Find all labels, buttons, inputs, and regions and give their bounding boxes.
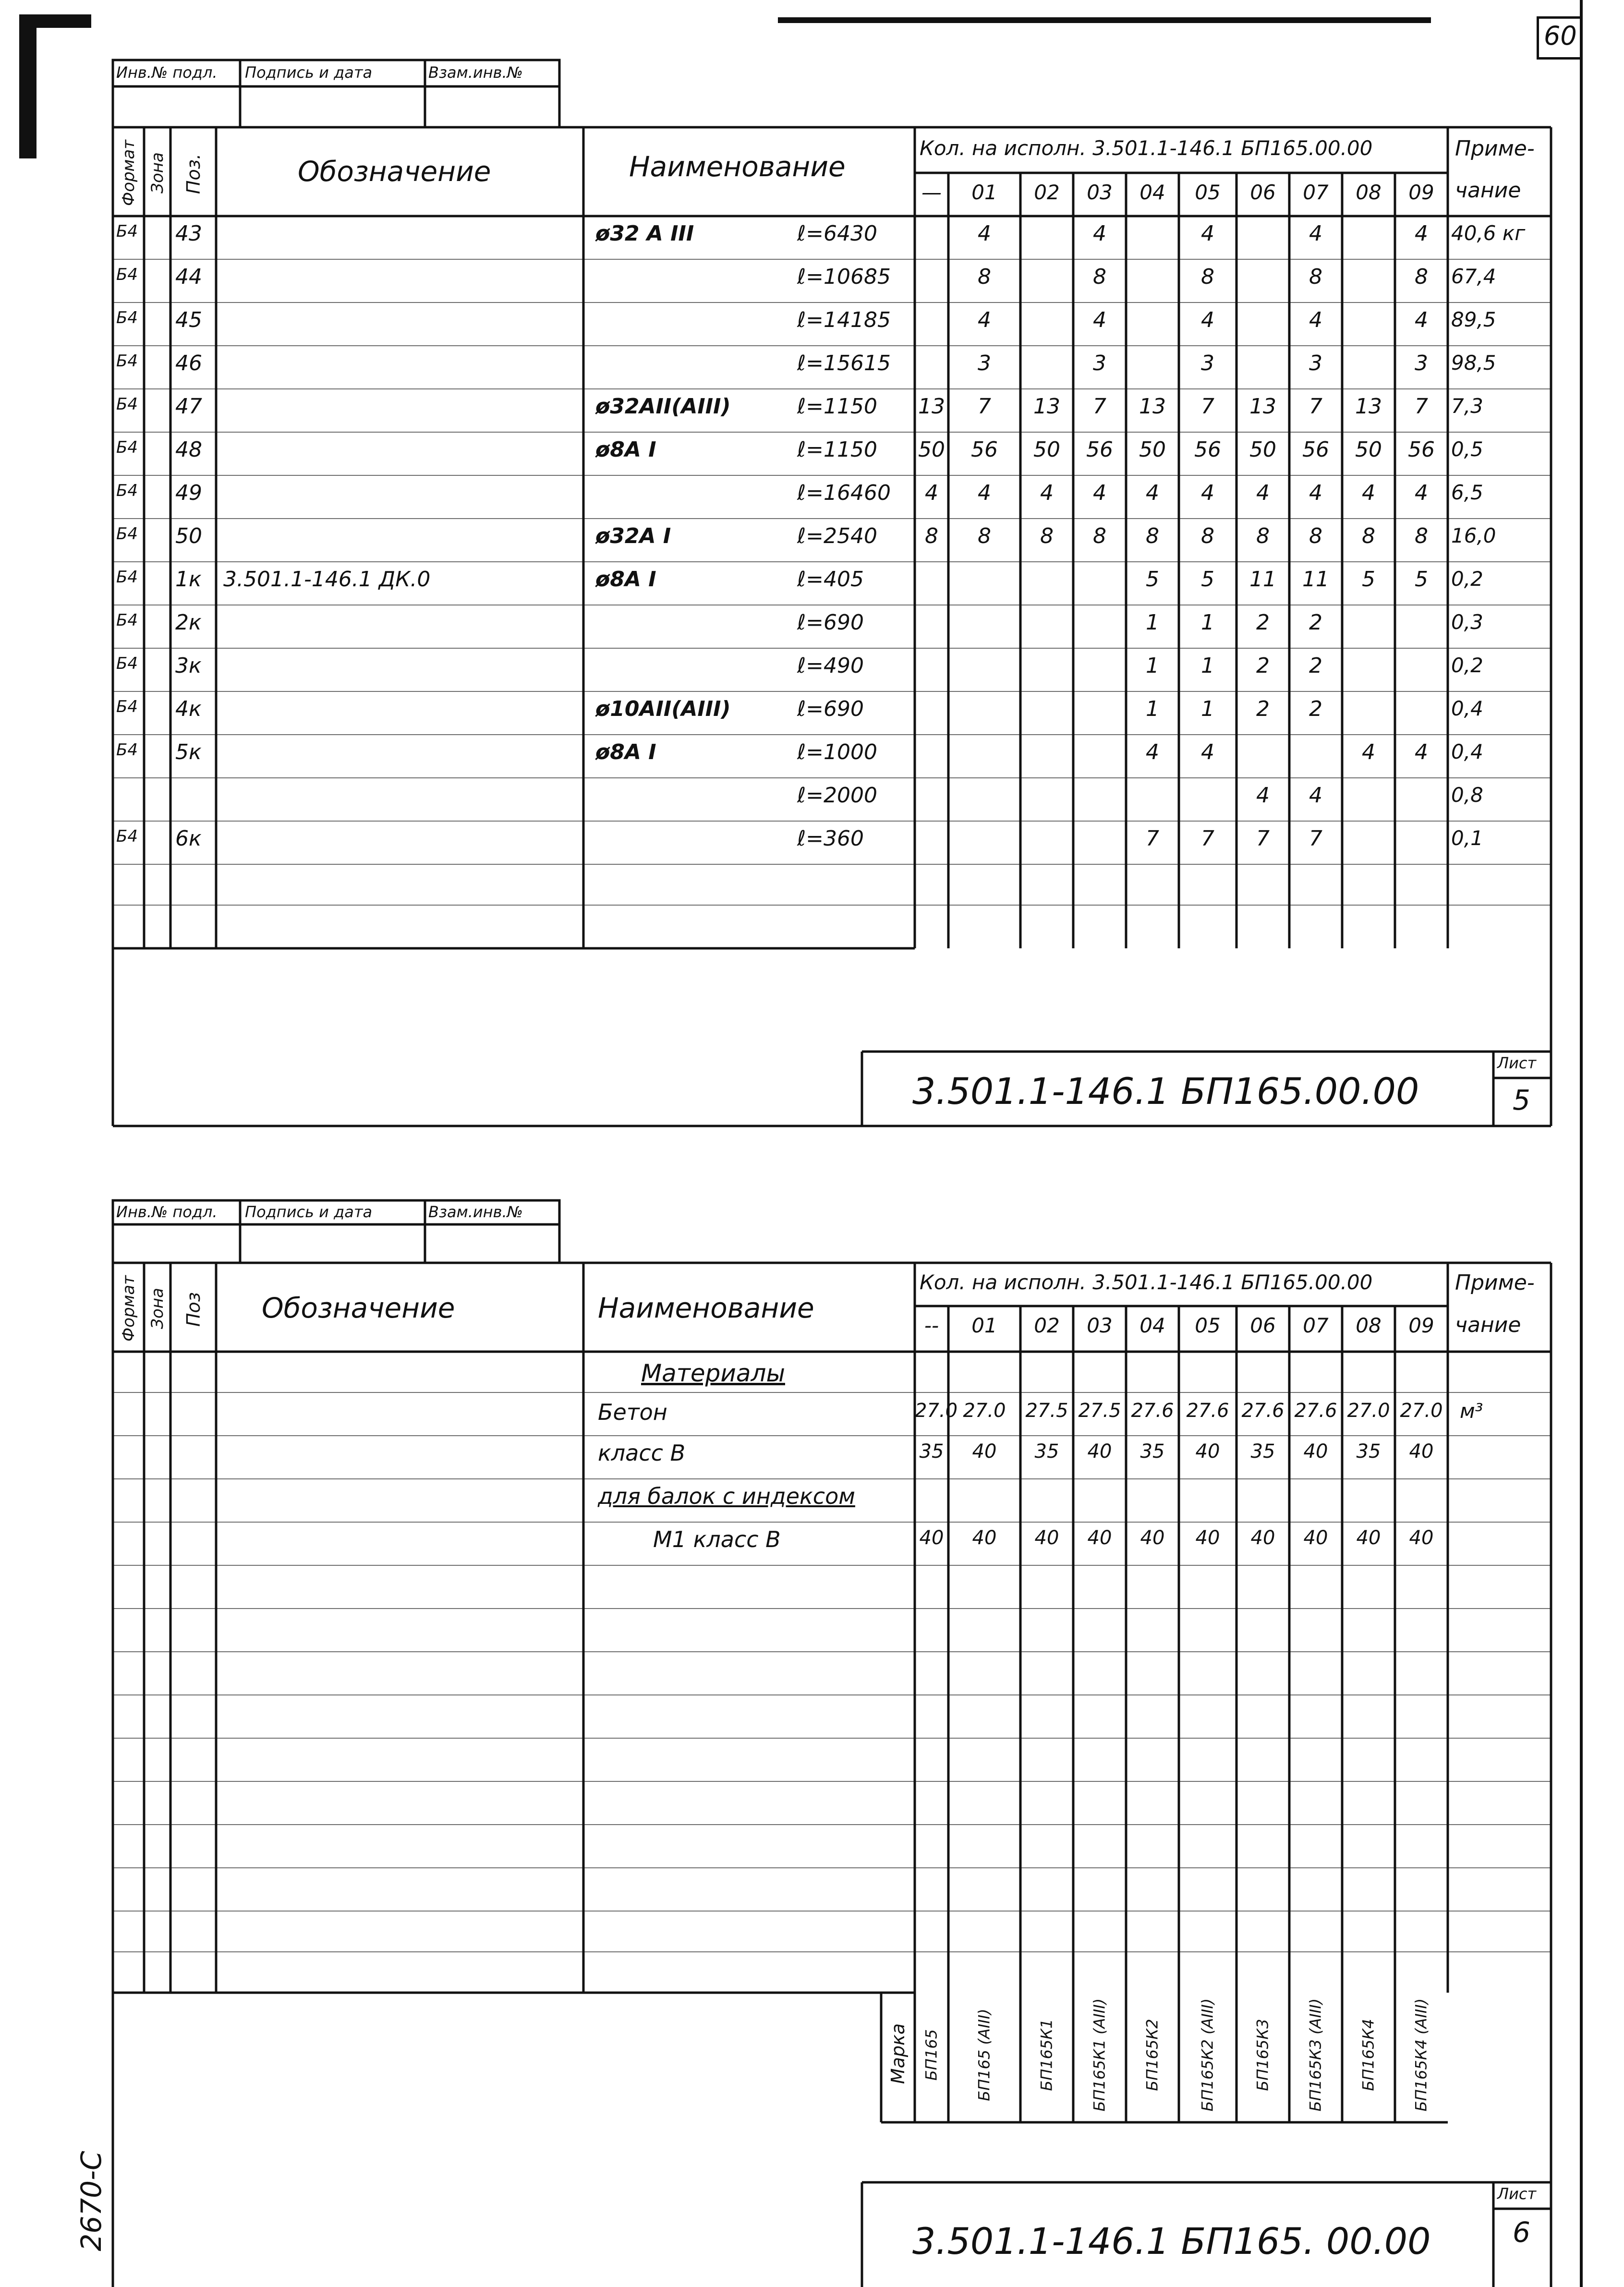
cell-qty: 4 (1040, 481, 1054, 505)
cell-qty: 13 (1249, 394, 1276, 419)
cell-qty: 40 (972, 1527, 997, 1549)
cell-qty: 3 (1201, 351, 1214, 375)
title-code: 3.501.1-146.1 БП165.00.00 (912, 1070, 1419, 1113)
variant-header: 05 (1195, 181, 1221, 204)
cell-qty: 40 (1140, 1527, 1165, 1549)
cell-qty: 1 (1146, 610, 1159, 635)
cell-pos: 48 (175, 437, 202, 462)
stamp-header-sign: Подпись и дата (245, 63, 373, 82)
cell-qty: 2 (1256, 697, 1270, 721)
cell-note: 0,4 (1451, 740, 1483, 763)
cell-qty: 40 (1087, 1440, 1112, 1463)
cell-length: ℓ=1000 (797, 740, 878, 764)
cell-qty: 7 (978, 394, 991, 419)
cell-qty: 4 (1309, 308, 1322, 332)
cell-qty: 7 (1201, 394, 1214, 419)
cell-qty: 7 (1415, 394, 1428, 419)
cell-qty: 4 (1309, 481, 1322, 505)
cell-note: 0,8 (1451, 783, 1483, 807)
mark-label: БП165К2 (AIII) (1198, 1998, 1217, 2112)
variant-header: 07 (1303, 1314, 1329, 1337)
cell-note: 0,2 (1451, 653, 1483, 677)
cell-qty: 40 (919, 1527, 944, 1549)
cell-qty: 7 (1256, 826, 1270, 851)
mark-label: БП165 (922, 2029, 941, 2081)
variant-header: 01 (971, 181, 997, 204)
cell-qty: 27.6 (1241, 1400, 1285, 1422)
cell-qty: 40 (1195, 1440, 1220, 1463)
cell-qty: 50 (1355, 437, 1382, 462)
cell-note: 0,3 (1451, 610, 1483, 634)
cell-qty: 40 (1356, 1527, 1381, 1549)
cell-pos: 46 (175, 351, 202, 375)
col-header-name: Наименование (629, 150, 846, 183)
cell-qty: 8 (1256, 524, 1270, 548)
mark-label: БП165К2 (1143, 2019, 1162, 2091)
cell-qty: 40 (1303, 1527, 1328, 1549)
cell-name: ø32A I (595, 524, 671, 548)
sheet-label: Лист (1497, 1054, 1537, 1072)
mark-label: БП165К3 (AIII) (1306, 1998, 1325, 2112)
cell-pos: 45 (175, 308, 202, 332)
cell-qty: 8 (978, 524, 991, 548)
sheet-label: Лист (1497, 2185, 1537, 2203)
col-header-zone: Зона (148, 1288, 167, 1329)
cell-qty: 1 (1201, 697, 1214, 721)
cell-qty: 3 (1309, 351, 1322, 375)
cell-qty: 35 (919, 1440, 944, 1463)
cell-length: ℓ=2540 (797, 524, 878, 548)
title-code: 3.501.1-146.1 БП165. 00.00 (912, 2220, 1431, 2263)
col-header-name: Наименование (598, 1292, 814, 1324)
cell-qty: 40 (1409, 1527, 1434, 1549)
cell-length: ℓ=1150 (797, 394, 878, 419)
cell-qty: 4 (1415, 221, 1428, 246)
cell-format: Б4 (116, 438, 138, 457)
cell-qty: 4 (1201, 740, 1214, 764)
cell-qty: 35 (1356, 1440, 1381, 1463)
cell-format: Б4 (116, 395, 138, 414)
cell-qty: 4 (1146, 740, 1159, 764)
cell-qty: 27.6 (1186, 1400, 1229, 1422)
sheet-number-top: 5 (1513, 1084, 1530, 1116)
cell-qty: 8 (1201, 265, 1214, 289)
cell-format: Б4 (116, 524, 138, 544)
cell-qty: 1 (1201, 653, 1214, 678)
cell-qty: 8 (1040, 524, 1054, 548)
cell-qty: 4 (1415, 481, 1428, 505)
cell-qty: 4 (1093, 221, 1106, 246)
variant-header: 03 (1087, 1314, 1113, 1337)
cell-qty: 3 (1415, 351, 1428, 375)
cell-qty: 8 (1146, 524, 1159, 548)
col-header-pos: Поз (183, 1292, 204, 1327)
cell-format: Б4 (116, 351, 138, 371)
cell-qty: 4 (1146, 481, 1159, 505)
cell-qty: 4 (1256, 783, 1270, 808)
cell-qty: 8 (1415, 265, 1428, 289)
cell-qty: 56 (1086, 437, 1113, 462)
cell-qty: 35 (1250, 1440, 1275, 1463)
cell-qty: 4 (1256, 481, 1270, 505)
cell-note: 89,5 (1451, 308, 1496, 331)
cell-qty: 4 (1093, 481, 1106, 505)
cell-qty: 4 (1415, 740, 1428, 764)
cell-pos: 6к (175, 826, 202, 851)
variant-header: 06 (1250, 181, 1276, 204)
cell-name: ø8A I (595, 567, 656, 592)
variant-header: 06 (1250, 1314, 1276, 1337)
cell-qty: 13 (1355, 394, 1382, 419)
materials-heading: Материалы (641, 1359, 785, 1387)
cell-qty: 40 (1303, 1440, 1328, 1463)
cell-qty: 8 (1093, 524, 1106, 548)
cell-qty: 4 (1201, 481, 1214, 505)
cell-note: 6,5 (1451, 481, 1483, 504)
cell-pos: 47 (175, 394, 202, 419)
cell-qty: 27.0 (915, 1400, 958, 1422)
cell-qty: 56 (1302, 437, 1329, 462)
cell-qty: 27.6 (1131, 1400, 1174, 1422)
cell-note: 0,5 (1451, 437, 1483, 461)
cell-qty: 56 (1194, 437, 1221, 462)
mark-label: БП165К4 (AIII) (1412, 1998, 1430, 2112)
cell-pos: 4к (175, 697, 202, 721)
variant-header: 05 (1195, 1314, 1221, 1337)
cell-note: 40,6 кг (1451, 221, 1526, 245)
cell-qty: 40 (1195, 1527, 1220, 1549)
cell-designation: 3.501.1-146.1 ДК.0 (223, 567, 431, 592)
cell-qty: 1 (1146, 697, 1159, 721)
cell-format: Б4 (116, 740, 138, 760)
cell-qty: 7 (1309, 826, 1322, 851)
cell-name: для балок с индексом (598, 1483, 855, 1509)
cell-qty: 8 (1362, 524, 1375, 548)
stamp-header-replace: Взам.инв.№ (428, 1203, 523, 1221)
marka-label: Марка (887, 2023, 909, 2084)
cell-format: Б4 (116, 611, 138, 630)
cell-qty: 27.5 (1025, 1400, 1068, 1422)
cell-qty: 50 (1033, 437, 1060, 462)
cell-qty: 40 (1409, 1440, 1434, 1463)
cell-qty: 35 (1140, 1440, 1165, 1463)
cell-pos: 44 (175, 265, 202, 289)
col-header-note-1: Приме- (1455, 1271, 1535, 1295)
cell-format: Б4 (116, 568, 138, 587)
cell-qty: 7 (1201, 826, 1214, 851)
cell-pos: 1к (175, 567, 202, 592)
cell-qty: 56 (971, 437, 998, 462)
mark-label: БП165К1 (1037, 2019, 1056, 2091)
cell-pos: 49 (175, 481, 202, 505)
cell-qty: 40 (1250, 1527, 1275, 1549)
cell-qty: 4 (925, 481, 938, 505)
variant-header: 03 (1087, 181, 1113, 204)
mark-label: БП165 (AIII) (975, 2009, 994, 2101)
cell-qty: 40 (972, 1440, 997, 1463)
cell-qty: 2 (1309, 610, 1322, 635)
cell-qty: 2 (1256, 653, 1270, 678)
cell-qty: 4 (1309, 221, 1322, 246)
cell-format: Б4 (116, 697, 138, 716)
cell-qty: 5 (1415, 567, 1428, 592)
cell-name: ø32AII(AIII) (595, 394, 731, 419)
cell-qty: 4 (978, 481, 991, 505)
col-header-note-1: Приме- (1455, 136, 1535, 161)
cell-qty: 56 (1408, 437, 1435, 462)
variant-header: -- (924, 1314, 939, 1337)
side-number: 2670-С (75, 2151, 108, 2251)
cell-qty: 2 (1256, 610, 1270, 635)
cell-qty: 5 (1146, 567, 1159, 592)
cell-note: 0,1 (1451, 826, 1483, 850)
cell-qty: 13 (918, 394, 945, 419)
cell-pos: 2к (175, 610, 202, 635)
cell-qty: 8 (1309, 524, 1322, 548)
mark-label: БП165К4 (1359, 2019, 1378, 2091)
cell-qty: 8 (978, 265, 991, 289)
variant-header: 09 (1408, 1314, 1434, 1337)
cell-length: ℓ=1150 (797, 437, 878, 462)
cell-pos: 50 (175, 524, 202, 548)
cell-length: ℓ=10685 (797, 265, 891, 289)
stamp-header-inv: Инв.№ подл. (116, 1203, 218, 1221)
cell-qty: 1 (1201, 610, 1214, 635)
variant-header: 01 (971, 1314, 997, 1337)
cell-format: Б4 (116, 481, 138, 500)
cell-note: 16,0 (1451, 524, 1496, 547)
cell-qty: 8 (1201, 524, 1214, 548)
stamp-header-inv: Инв.№ подл. (116, 63, 218, 82)
cell-qty: 13 (1139, 394, 1166, 419)
cell-name: Бетон (598, 1399, 667, 1425)
cell-qty: 2 (1309, 697, 1322, 721)
cell-qty: 7 (1309, 394, 1322, 419)
cell-qty: 8 (1093, 265, 1106, 289)
col-header-qty-title: Кол. на исполн. 3.501.1-146.1 БП165.00.00 (920, 136, 1373, 160)
cell-qty: 4 (978, 221, 991, 246)
cell-note: 0,4 (1451, 697, 1483, 720)
cell-name: ø10AII(AIII) (595, 697, 731, 721)
cell-length: ℓ=2000 (797, 783, 878, 808)
variant-header: 02 (1034, 181, 1060, 204)
cell-name: ø32 A III (595, 221, 694, 246)
col-header-pos: Поз. (183, 153, 204, 194)
cell-qty: 35 (1034, 1440, 1059, 1463)
cell-format: Б4 (116, 827, 138, 846)
cell-pos: 3к (175, 653, 202, 678)
col-header-format: Формат (119, 1275, 138, 1342)
stamp-header-sign: Подпись и дата (245, 1203, 373, 1221)
cell-length: ℓ=15615 (797, 351, 891, 375)
cell-note: 7,3 (1451, 394, 1483, 418)
cell-qty: 8 (1415, 524, 1428, 548)
cell-qty: 50 (918, 437, 945, 462)
cell-name: класс В (598, 1440, 686, 1466)
cell-qty: 11 (1249, 567, 1276, 592)
cell-qty: 7 (1093, 394, 1106, 419)
cell-qty: 7 (1146, 826, 1159, 851)
cell-length: ℓ=690 (797, 610, 864, 635)
cell-qty: 11 (1302, 567, 1329, 592)
col-header-designation: Обозначение (298, 155, 491, 188)
cell-qty: 4 (1201, 308, 1214, 332)
variant-header: — (921, 181, 942, 204)
stamp-header-replace: Взам.инв.№ (428, 63, 523, 82)
cell-qty: 40 (1087, 1527, 1112, 1549)
cell-name: М1 класс В (653, 1526, 781, 1552)
cell-qty: 27.0 (1347, 1400, 1390, 1422)
cell-qty: 8 (1309, 265, 1322, 289)
cell-note: 98,5 (1451, 351, 1496, 375)
cell-format: Б4 (116, 222, 138, 241)
variant-header: 09 (1408, 181, 1434, 204)
col-header-note-2: чание (1455, 178, 1521, 203)
cell-qty: 4 (978, 308, 991, 332)
cell-qty: 8 (925, 524, 938, 548)
cell-qty: 4 (1362, 740, 1375, 764)
sheet-number: 60 (1544, 21, 1577, 51)
cell-note: м³ (1460, 1399, 1483, 1423)
variant-header: 04 (1139, 181, 1165, 204)
variant-header: 04 (1139, 1314, 1165, 1337)
cell-length: ℓ=16460 (797, 481, 891, 505)
cell-note: 67,4 (1451, 265, 1496, 288)
cell-name: ø8A I (595, 740, 656, 764)
cell-qty: 4 (1362, 481, 1375, 505)
cell-format: Б4 (116, 265, 138, 284)
mark-label: БП165К3 (1253, 2019, 1272, 2091)
col-header-zone: Зона (148, 152, 167, 194)
col-header-format: Формат (119, 140, 138, 206)
cell-qty: 3 (978, 351, 991, 375)
cell-qty: 1 (1146, 653, 1159, 678)
col-header-note-2: чание (1455, 1313, 1521, 1337)
cell-qty: 5 (1201, 567, 1214, 592)
cell-note: 0,2 (1451, 567, 1483, 591)
sheet-number-bottom: 6 (1513, 2216, 1530, 2249)
cell-pos: 5к (175, 740, 202, 764)
variant-header: 08 (1356, 181, 1382, 204)
cell-length: ℓ=405 (797, 567, 864, 592)
cell-length: ℓ=6430 (797, 221, 878, 246)
variant-header: 02 (1034, 1314, 1060, 1337)
cell-qty: 4 (1415, 308, 1428, 332)
cell-qty: 2 (1309, 653, 1322, 678)
cell-qty: 13 (1033, 394, 1060, 419)
cell-length: ℓ=490 (797, 653, 864, 678)
cell-pos: 43 (175, 221, 202, 246)
cell-qty: 40 (1034, 1527, 1059, 1549)
cell-qty: 4 (1201, 221, 1214, 246)
cell-qty: 27.0 (963, 1400, 1006, 1422)
mark-label: БП165К1 (AIII) (1090, 1998, 1109, 2112)
cell-name: ø8A I (595, 437, 656, 462)
variant-header: 07 (1303, 181, 1329, 204)
cell-length: ℓ=360 (797, 826, 864, 851)
cell-qty: 50 (1139, 437, 1166, 462)
cell-length: ℓ=14185 (797, 308, 891, 332)
col-header-qty-title: Кол. на исполн. 3.501.1-146.1 БП165.00.00 (920, 1271, 1373, 1294)
cell-qty: 5 (1362, 567, 1375, 592)
cell-qty: 27.6 (1294, 1400, 1337, 1422)
cell-qty: 4 (1093, 308, 1106, 332)
cell-qty: 27.5 (1078, 1400, 1121, 1422)
cell-format: Б4 (116, 308, 138, 327)
cell-qty: 50 (1249, 437, 1276, 462)
cell-qty: 4 (1309, 783, 1322, 808)
col-header-designation: Обозначение (262, 1292, 455, 1324)
cell-length: ℓ=690 (797, 697, 864, 721)
variant-header: 08 (1356, 1314, 1382, 1337)
cell-qty: 27.0 (1400, 1400, 1443, 1422)
cell-qty: 3 (1093, 351, 1106, 375)
cell-format: Б4 (116, 654, 138, 673)
